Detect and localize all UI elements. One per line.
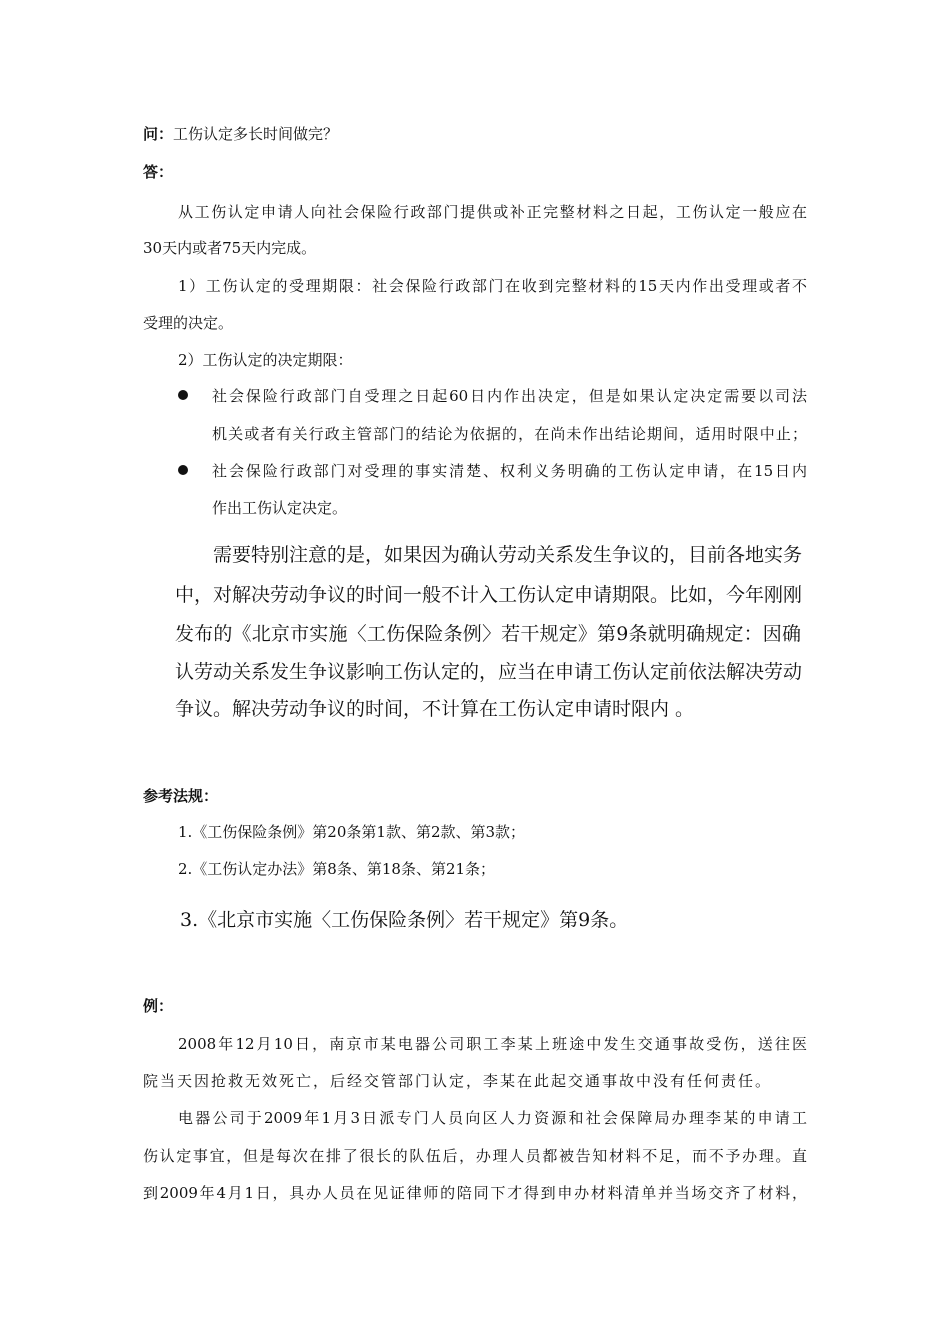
answer-label: 答：: [143, 163, 174, 181]
note-line-1: 需要特别注意的是，如果因为确认劳动关系发生争议的，目前各地实务: [213, 544, 803, 566]
note-line-4: 认劳动关系发生争议影响工伤认定的，应当在申请工伤认定前依法解决劳动: [175, 661, 803, 683]
question-label: 问：: [143, 125, 174, 143]
reference-item-1: 1.《工伤保险条例》第20条第1款、第2款、第3款；: [178, 823, 526, 841]
answer-paragraph-2-line-1: 1）工伤认定的受理期限：社会保险行政部门在收到完整材料的15天内作出受理或者不: [178, 277, 807, 295]
bullet-1-line-1: 社会保险行政部门自受理之日起60日内作出决定，但是如果认定决定需要以司法: [212, 387, 807, 405]
example-paragraph-2-line-1: 电器公司于2009年1月3日派专门人员向区人力资源和社会保障局办理李某的申请工: [178, 1109, 807, 1127]
references-label: 参考法规：: [143, 787, 219, 805]
example-label: 例：: [143, 997, 174, 1015]
answer-paragraph-1-line-2: 30天内或者75天内完成。: [143, 239, 317, 257]
example-paragraph-2-line-3: 到2009年4月1日，具办人员在见证律师的陪同下才得到申办材料清单并当场交齐了材料，: [143, 1184, 807, 1202]
question-line: [143, 124, 338, 144]
bullet-2-line-2: 作出工伤认定决定。: [212, 499, 348, 517]
reference-item-3: 3.《北京市实施〈工伤保险条例〉若干规定》第9条。: [180, 909, 629, 931]
example-paragraph-2-line-2: 伤认定事宜，但是每次在排了很长的队伍后，办理人员都被告知材料不足，而不予办理。直: [143, 1147, 807, 1165]
reference-item-2: 2.《工伤认定办法》第8条、第18条、第21条；: [178, 860, 496, 878]
example-paragraph-1-line-2: 院当天因抢救无效死亡，后经交管部门认定，李某在此起交通事故中没有任何责任。: [143, 1072, 770, 1090]
bullet-1-line-2: 机关或者有关行政主管部门的结论为依据的，在尚未作出结论期间，适用时限中止；: [212, 425, 807, 443]
example-paragraph-1-line-1: 2008年12月10日，南京市某电器公司职工李某上班途中发生交通事故受伤，送往医: [178, 1035, 807, 1053]
note-line-2: 中，对解决劳动争议的时间一般不计入工伤认定申请期限。比如，今年刚刚: [175, 584, 803, 606]
bullet-dot-icon: [178, 390, 188, 400]
bullet-dot-icon: [178, 465, 188, 475]
answer-paragraph-2-line-2: 受理的决定。: [143, 314, 234, 332]
answer-paragraph-3: 2）工伤认定的决定期限：: [178, 351, 353, 369]
note-line-5: 争议。解决劳动争议的时间，不计算在工伤认定申请时限内 。: [175, 698, 695, 720]
question-text: 工伤认定多长时间做完？: [173, 125, 339, 143]
answer-paragraph-1-line-1: 从工伤认定申请人向社会保险行政部门提供或补正完整材料之日起，工伤认定一般应在: [178, 203, 807, 221]
bullet-2-line-1: 社会保险行政部门对受理的事实清楚、权利义务明确的工伤认定申请，在15日内: [212, 462, 807, 480]
note-line-3: 发布的《北京市实施〈工伤保险条例〉若干规定》第9条就明确规定：因确: [175, 623, 801, 645]
